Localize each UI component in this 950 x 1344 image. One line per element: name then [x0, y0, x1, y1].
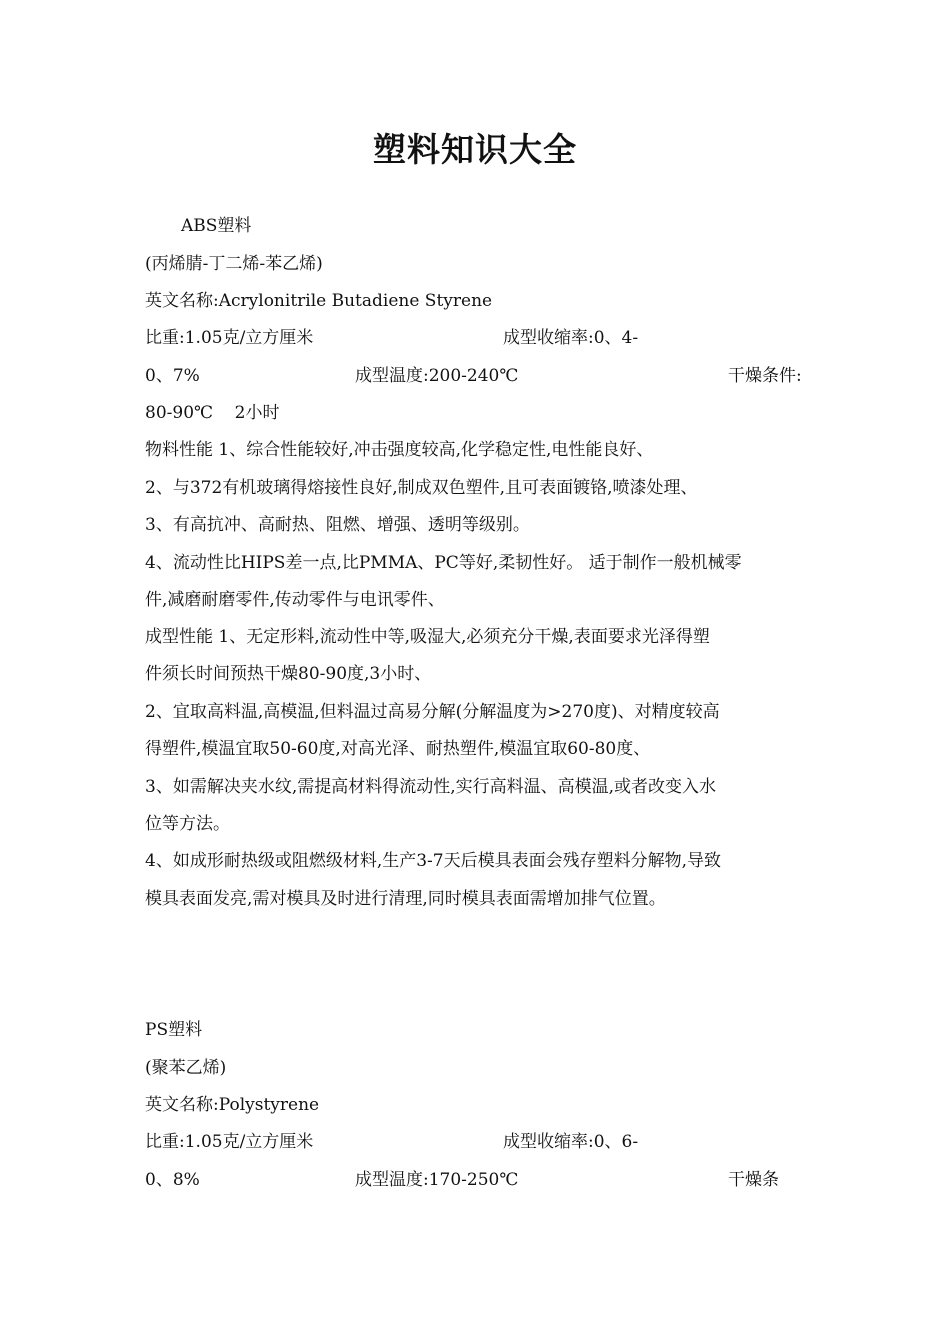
ps-molding-temp: 成型温度:170-250℃ — [355, 1170, 519, 1190]
abs-full-name: (丙烯腈-丁二烯-苯乙烯) — [145, 254, 323, 274]
abs-text-line: 2、与372有机玻璃得熔接性良好,制成双色塑件,且可表面镀铬,喷漆处理、 — [145, 478, 698, 498]
abs-drying-cont: 80-90℃ 2小时 — [145, 403, 280, 423]
abs-text-line: 4、流动性比HIPS差一点,比PMMA、PC等好,柔韧性好。 适于制作一般机械零 — [145, 553, 742, 573]
ps-density: 比重:1.05克/立方厘米 — [145, 1132, 314, 1152]
abs-text-line: 成型性能 1、无定形料,流动性中等,吸湿大,必须充分干燥,表面要求光泽得塑 — [145, 627, 710, 647]
ps-english-name: 英文名称:Polystyrene — [145, 1095, 320, 1115]
ps-full-name: (聚苯乙烯) — [145, 1058, 227, 1078]
abs-text-line: 物料性能 1、综合性能较好,冲击强度较高,化学稳定性,电性能良好、 — [145, 440, 654, 460]
abs-text-line: 3、有高抗冲、高耐热、阻燃、增强、透明等级别。 — [145, 515, 530, 535]
abs-text-line: 4、如成形耐热级或阻燃级材料,生产3-7天后模具表面会残存塑料分解物,导致 — [145, 851, 721, 871]
abs-text-line: 件,减磨耐磨零件,传动零件与电讯零件、 — [145, 590, 445, 610]
ps-heading: PS塑料 — [145, 1020, 203, 1040]
ps-shrinkage: 成型收缩率:0、6- — [503, 1132, 639, 1152]
abs-text-line: 得塑件,模温宜取50-60度,对高光泽、耐热塑件,模温宜取60-80度、 — [145, 739, 651, 759]
abs-molding-temp: 成型温度:200-240℃ — [355, 366, 519, 386]
abs-shrinkage: 成型收缩率:0、4- — [503, 328, 639, 348]
document-title: 塑料知识大全 — [373, 130, 577, 169]
abs-heading: ABS塑料 — [181, 216, 252, 236]
abs-text-line: 位等方法。 — [145, 814, 230, 834]
abs-density: 比重:1.05克/立方厘米 — [145, 328, 314, 348]
abs-shrinkage-cont: 0、7% — [145, 366, 200, 386]
abs-text-line: 模具表面发亮,需对模具及时进行清理,同时模具表面需增加排气位置。 — [145, 889, 666, 909]
abs-text-line: 3、如需解决夹水纹,需提高材料得流动性,实行高料温、高模温,或者改变入水 — [145, 777, 717, 797]
ps-drying: 干燥条 — [728, 1170, 779, 1190]
abs-text-line: 件须长时间预热干燥80-90度,3小时、 — [145, 664, 432, 684]
abs-english-name: 英文名称:Acrylonitrile Butadiene Styrene — [145, 291, 493, 311]
abs-text-line: 2、宜取高料温,高模温,但料温过高易分解(分解温度为>270度)、对精度较高 — [145, 702, 720, 722]
ps-shrinkage-cont: 0、8% — [145, 1170, 200, 1190]
abs-drying: 干燥条件: — [728, 366, 802, 386]
